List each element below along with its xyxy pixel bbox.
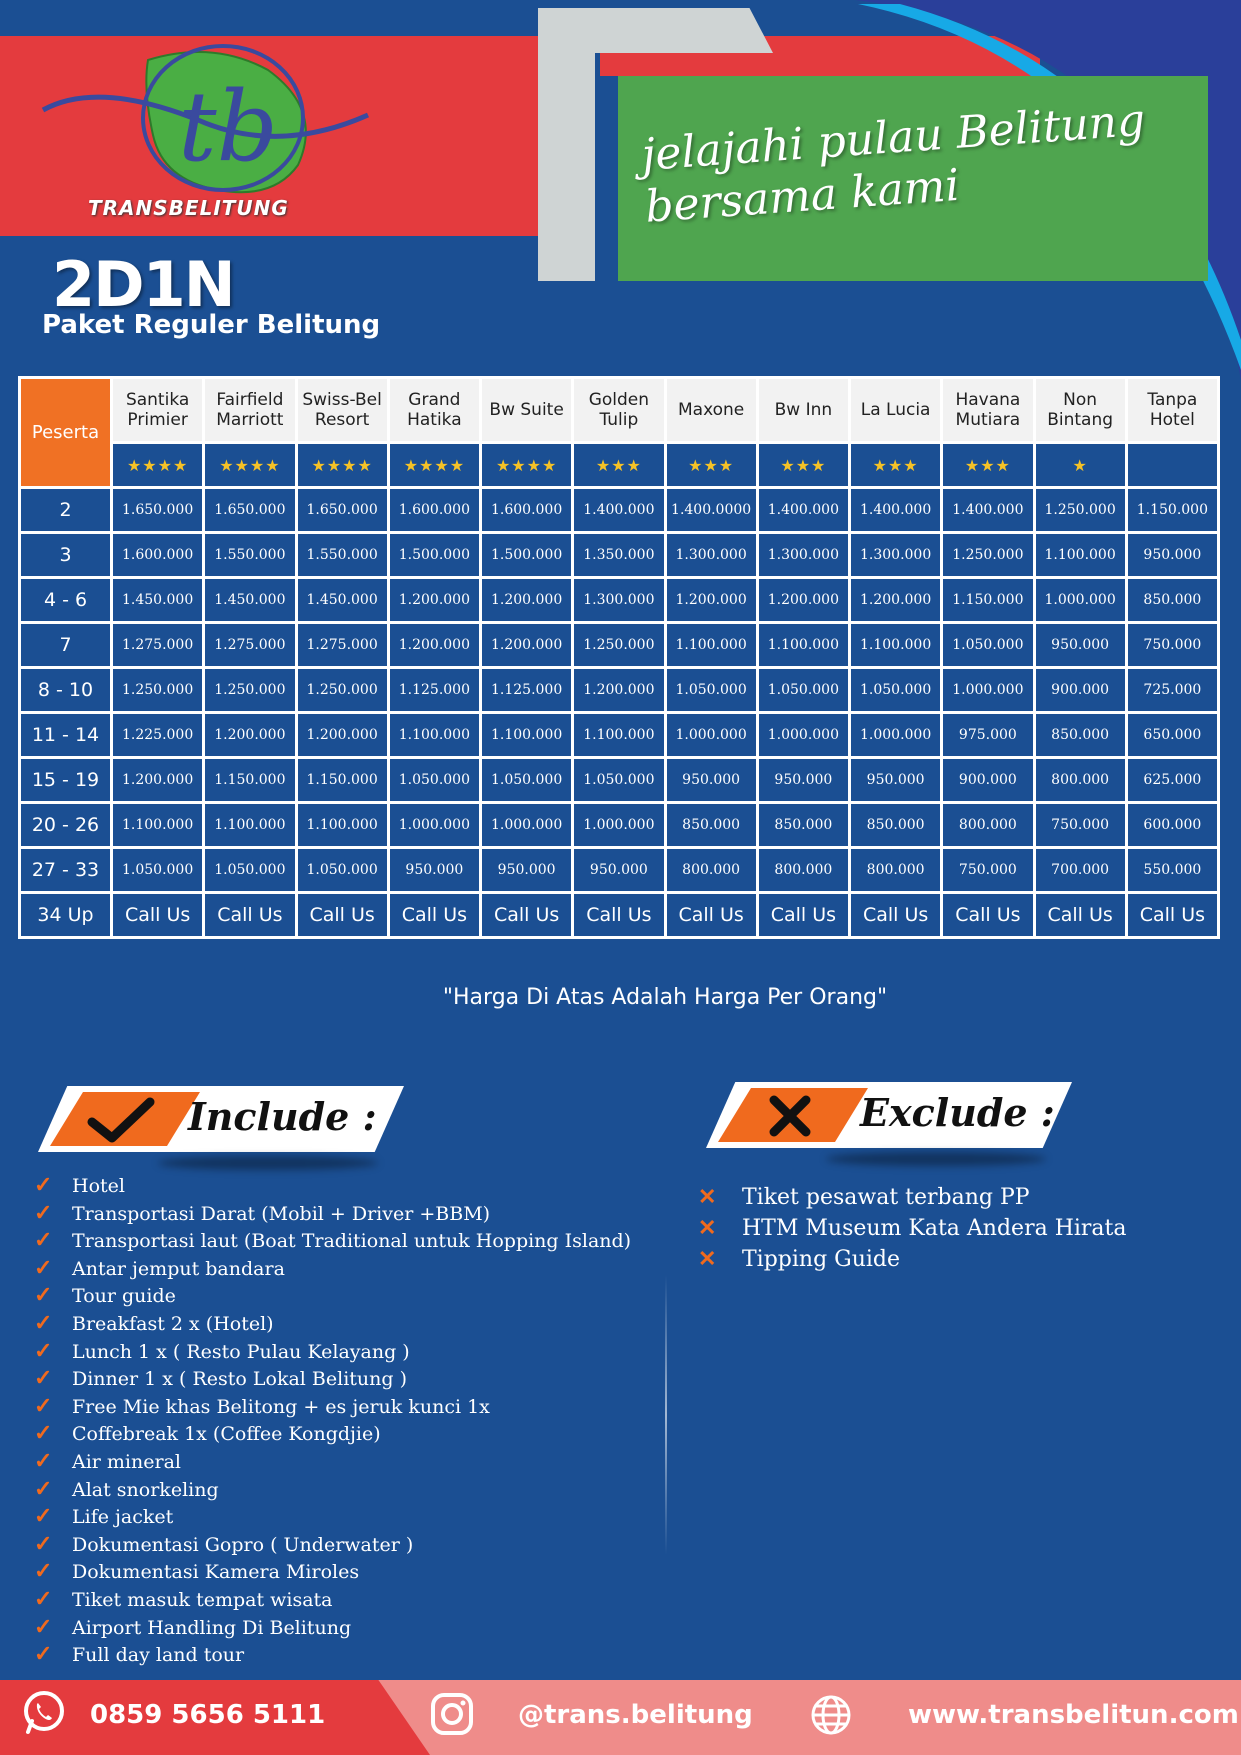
price-cell: 1.500.000: [481, 533, 573, 578]
price-cell: 650.000: [1126, 713, 1218, 758]
call-us-cell: Call Us: [850, 893, 942, 938]
include-item: [34, 1310, 631, 1338]
price-cell: 1.150.000: [296, 758, 388, 803]
price-cell: 1.050.000: [481, 758, 573, 803]
price-cell: 1.050.000: [665, 668, 757, 713]
x-icon: ✕: [698, 1246, 717, 1272]
include-banner: [38, 1086, 404, 1152]
price-cell: 1.600.000: [112, 533, 204, 578]
slogan-line-1: jelajahi pulau Belitung: [640, 94, 1147, 181]
price-cell: 600.000: [1126, 803, 1218, 848]
price-cell: 975.000: [942, 713, 1034, 758]
call-us-cell: Call Us: [481, 893, 573, 938]
check-icon: ✓: [34, 1420, 53, 1447]
exclude-item: [698, 1244, 1127, 1275]
check-icon: ✓: [34, 1199, 53, 1226]
include-item-label: Antar jemput bandara: [72, 1257, 285, 1280]
hotel-star-rating: ★★★★: [112, 443, 204, 488]
hotel-header: Bw Inn: [757, 378, 849, 443]
price-cell: 1.250.000: [1034, 488, 1126, 533]
include-item-label: Free Mie khas Belitong + es jeruk kunci 1x: [72, 1395, 490, 1418]
check-icon: ✓: [34, 1254, 53, 1281]
check-icon: ✓: [34, 1530, 53, 1557]
hotel-star-rating: ★★★★: [296, 443, 388, 488]
price-cell: 950.000: [1126, 533, 1218, 578]
exclude-title: Exclude :: [860, 1090, 1055, 1135]
price-cell: 900.000: [1034, 668, 1126, 713]
logo-monogram: tb: [178, 71, 279, 183]
include-item-label: Life jacket: [72, 1506, 174, 1529]
price-cell: 1.050.000: [204, 848, 296, 893]
instagram-icon: [430, 1692, 474, 1736]
globe-icon: [810, 1694, 852, 1736]
hotel-header: La Lucia: [850, 378, 942, 443]
package-code: 2D1N: [52, 248, 234, 321]
price-cell: 950.000: [1034, 623, 1126, 668]
price-cell: 1.400.000: [850, 488, 942, 533]
whatsapp-icon: [20, 1688, 68, 1736]
include-item: [34, 1200, 631, 1228]
hotel-header: Santika Primier: [112, 378, 204, 443]
price-cell: 950.000: [573, 848, 665, 893]
hotel-star-rating: ★★★: [757, 443, 849, 488]
price-cell: 1.050.000: [388, 758, 480, 803]
price-cell: 1.050.000: [757, 668, 849, 713]
star-rating-row: [20, 443, 1219, 488]
phone-number[interactable]: 0859 5656 5111: [90, 1700, 326, 1730]
hotel-star-rating: [1126, 443, 1218, 488]
price-cell: 1.100.000: [573, 713, 665, 758]
check-icon: ✓: [34, 1172, 53, 1198]
price-cell: 900.000: [942, 758, 1034, 803]
exclude-item: [698, 1213, 1127, 1244]
price-cell: 800.000: [942, 803, 1034, 848]
brand-logo: [38, 40, 378, 200]
price-cell: 1.050.000: [296, 848, 388, 893]
include-title: Include :: [188, 1094, 377, 1139]
check-icon: [86, 1096, 156, 1144]
price-cell: 1.200.000: [296, 713, 388, 758]
hotel-header-row: [20, 378, 1219, 443]
price-cell: 950.000: [388, 848, 480, 893]
x-icon: [766, 1092, 814, 1140]
price-row: [20, 578, 1219, 623]
hotel-header: Bw Suite: [481, 378, 573, 443]
check-icon: ✓: [34, 1558, 53, 1585]
price-cell: 800.000: [850, 848, 942, 893]
include-item-label: Airport Handling Di Belitung: [72, 1616, 352, 1639]
price-row: [20, 488, 1219, 533]
include-item: [34, 1503, 631, 1531]
include-item-label: Breakfast 2 x (Hotel): [72, 1312, 274, 1335]
hotel-star-rating: ★★★★: [388, 443, 480, 488]
price-cell: 1.400.000: [757, 488, 849, 533]
pax-count: 3: [20, 533, 112, 578]
price-cell: 800.000: [757, 848, 849, 893]
price-cell: 1.200.000: [665, 578, 757, 623]
price-cell: 1.250.000: [204, 668, 296, 713]
check-icon: ✓: [34, 1613, 53, 1640]
include-item: [34, 1558, 631, 1586]
price-cell: 1.650.000: [296, 488, 388, 533]
include-item: [34, 1172, 631, 1200]
include-item: [34, 1420, 631, 1448]
price-row: [20, 893, 1219, 938]
include-item-label: Air mineral: [72, 1450, 181, 1473]
include-item-label: Dokumentasi Gopro ( Underwater ): [72, 1533, 414, 1556]
peserta-header: Peserta: [20, 378, 112, 488]
hotel-header: Havana Mutiara: [942, 378, 1034, 443]
price-cell: 850.000: [665, 803, 757, 848]
exclude-item-label: Tiket pesawat terbang PP: [742, 1185, 1030, 1210]
price-cell: 1.650.000: [204, 488, 296, 533]
price-cell: 1.400.000: [573, 488, 665, 533]
price-cell: 1.275.000: [112, 623, 204, 668]
check-icon: ✓: [34, 1641, 53, 1668]
website-url[interactable]: www.transbelitun.com: [908, 1700, 1239, 1730]
include-item: [34, 1282, 631, 1310]
price-cell: 1.550.000: [296, 533, 388, 578]
call-us-cell: Call Us: [942, 893, 1034, 938]
price-cell: 1.200.000: [388, 578, 480, 623]
price-cell: 1.050.000: [112, 848, 204, 893]
call-us-cell: Call Us: [757, 893, 849, 938]
pax-count: 11 - 14: [20, 713, 112, 758]
price-cell: 950.000: [481, 848, 573, 893]
include-item-label: Dokumentasi Kamera Miroles: [72, 1561, 360, 1584]
include-item: [34, 1641, 631, 1669]
hotel-header: Tanpa Hotel: [1126, 378, 1218, 443]
exclude-banner: [706, 1082, 1072, 1148]
price-cell: 1.400.000: [942, 488, 1034, 533]
price-cell: 1.400.0000: [665, 488, 757, 533]
price-cell: 950.000: [850, 758, 942, 803]
price-note: "Harga Di Atas Adalah Harga Per Orang": [442, 985, 888, 1010]
price-cell: 750.000: [1126, 623, 1218, 668]
price-cell: 1.500.000: [388, 533, 480, 578]
price-cell: 1.150.000: [204, 758, 296, 803]
price-cell: 1.200.000: [388, 623, 480, 668]
price-cell: 725.000: [1126, 668, 1218, 713]
include-list: [34, 1172, 631, 1669]
exclude-item-label: Tipping Guide: [742, 1247, 901, 1272]
price-cell: 850.000: [1126, 578, 1218, 623]
check-icon: ✓: [34, 1309, 53, 1336]
include-item: [34, 1338, 631, 1366]
price-cell: 1.200.000: [204, 713, 296, 758]
price-cell: 1.000.000: [665, 713, 757, 758]
price-cell: 1.000.000: [942, 668, 1034, 713]
hotel-header: Golden Tulip: [573, 378, 665, 443]
price-row: [20, 713, 1219, 758]
hotel-star-rating: ★★★: [573, 443, 665, 488]
price-row: [20, 803, 1219, 848]
hotel-star-rating: ★★★: [850, 443, 942, 488]
hotel-star-rating: ★: [1034, 443, 1126, 488]
price-cell: 1.100.000: [665, 623, 757, 668]
call-us-cell: Call Us: [204, 893, 296, 938]
price-cell: 1.225.000: [112, 713, 204, 758]
price-cell: 1.250.000: [296, 668, 388, 713]
price-cell: 1.000.000: [757, 713, 849, 758]
include-item: [34, 1476, 631, 1504]
hotel-header: Non Bintang: [1034, 378, 1126, 443]
price-row: [20, 758, 1219, 803]
include-item-label: Lunch 1 x ( Resto Pulau Kelayang ): [72, 1340, 410, 1363]
price-cell: 1.100.000: [296, 803, 388, 848]
price-cell: 1.200.000: [481, 623, 573, 668]
price-cell: 1.450.000: [112, 578, 204, 623]
price-cell: 1.200.000: [757, 578, 849, 623]
hotel-star-rating: ★★★: [665, 443, 757, 488]
price-cell: 1.050.000: [942, 623, 1034, 668]
hotel-header: Grand Hatika: [388, 378, 480, 443]
price-cell: 1.550.000: [204, 533, 296, 578]
call-us-cell: Call Us: [1034, 893, 1126, 938]
include-item: [34, 1393, 631, 1421]
price-cell: 1.250.000: [573, 623, 665, 668]
price-cell: 850.000: [757, 803, 849, 848]
include-item: [34, 1586, 631, 1614]
price-cell: 1.600.000: [481, 488, 573, 533]
price-cell: 1.250.000: [112, 668, 204, 713]
price-row: [20, 848, 1219, 893]
include-item-label: Dinner 1 x ( Resto Lokal Belitung ): [72, 1368, 407, 1391]
price-row: [20, 533, 1219, 578]
pax-count: 2: [20, 488, 112, 533]
include-item-label: Alat snorkeling: [72, 1478, 219, 1501]
price-cell: 1.100.000: [850, 623, 942, 668]
check-icon: ✓: [34, 1365, 53, 1392]
hotel-header: Maxone: [665, 378, 757, 443]
check-icon: ✓: [34, 1282, 53, 1309]
include-item-label: Coffebreak 1x (Coffee Kongdjie): [72, 1423, 381, 1446]
price-cell: 1.350.000: [573, 533, 665, 578]
price-cell: 1.200.000: [850, 578, 942, 623]
instagram-handle[interactable]: @trans.belitung: [518, 1700, 753, 1730]
price-cell: 1.300.000: [665, 533, 757, 578]
include-item-label: Hotel: [72, 1175, 125, 1197]
call-us-cell: Call Us: [573, 893, 665, 938]
price-cell: 1.100.000: [204, 803, 296, 848]
check-icon: ✓: [34, 1503, 53, 1530]
slogan-line-2: bersama kami: [643, 159, 962, 233]
price-row: [20, 668, 1219, 713]
include-item: [34, 1614, 631, 1642]
price-cell: 1.600.000: [388, 488, 480, 533]
package-name: Paket Reguler Belitung: [42, 310, 381, 340]
hotel-star-rating: ★★★★: [481, 443, 573, 488]
include-item: [34, 1227, 631, 1255]
check-icon: ✓: [34, 1337, 53, 1364]
price-cell: 1.100.000: [757, 623, 849, 668]
hotel-header: Swiss-Bel Resort: [296, 378, 388, 443]
price-cell: 1.200.000: [573, 668, 665, 713]
include-item-label: Transportasi Darat (Mobil + Driver +BBM): [72, 1202, 491, 1225]
price-cell: 1.125.000: [388, 668, 480, 713]
price-cell: 1.450.000: [296, 578, 388, 623]
include-item-label: Tiket masuk tempat wisata: [72, 1588, 333, 1611]
price-cell: 800.000: [1034, 758, 1126, 803]
pax-count: 20 - 26: [20, 803, 112, 848]
price-cell: 950.000: [665, 758, 757, 803]
price-cell: 850.000: [850, 803, 942, 848]
include-item: [34, 1448, 631, 1476]
include-item-label: Full day land tour: [72, 1644, 245, 1667]
column-divider: [665, 1275, 667, 1555]
hotel-star-rating: ★★★: [942, 443, 1034, 488]
price-cell: 1.100.000: [481, 713, 573, 758]
price-cell: 1.300.000: [850, 533, 942, 578]
price-cell: 950.000: [757, 758, 849, 803]
call-us-cell: Call Us: [296, 893, 388, 938]
call-us-cell: Call Us: [112, 893, 204, 938]
price-table: [18, 376, 1220, 939]
price-row: [20, 623, 1219, 668]
pax-count: 4 - 6: [20, 578, 112, 623]
price-cell: 1.250.000: [942, 533, 1034, 578]
check-icon: ✓: [34, 1475, 53, 1502]
exclude-item: [698, 1182, 1127, 1213]
price-cell: 1.000.000: [388, 803, 480, 848]
pax-count: 15 - 19: [20, 758, 112, 803]
price-cell: 1.125.000: [481, 668, 573, 713]
price-cell: 625.000: [1126, 758, 1218, 803]
include-item: [34, 1255, 631, 1283]
grey-frame-horizontal: [538, 8, 773, 53]
hotel-star-rating: ★★★★: [204, 443, 296, 488]
price-cell: 1.100.000: [112, 803, 204, 848]
price-cell: 550.000: [1126, 848, 1218, 893]
check-icon: ✓: [34, 1585, 53, 1612]
logo-text: TRANSBELITUNG: [88, 196, 289, 220]
exclude-item-label: HTM Museum Kata Andera Hirata: [742, 1216, 1127, 1241]
hotel-header: Fairfield Marriott: [204, 378, 296, 443]
pax-count: 7: [20, 623, 112, 668]
include-item: [34, 1365, 631, 1393]
check-icon: ✓: [34, 1392, 53, 1419]
price-cell: 1.450.000: [204, 578, 296, 623]
price-cell: 700.000: [1034, 848, 1126, 893]
call-us-cell: Call Us: [388, 893, 480, 938]
price-cell: 1.150.000: [942, 578, 1034, 623]
pax-count: 27 - 33: [20, 848, 112, 893]
include-item: [34, 1531, 631, 1559]
price-cell: 1.275.000: [204, 623, 296, 668]
price-cell: 1.000.000: [850, 713, 942, 758]
exclude-list: [698, 1182, 1127, 1275]
pax-count: 34 Up: [20, 893, 112, 938]
price-cell: 1.300.000: [757, 533, 849, 578]
call-us-cell: Call Us: [665, 893, 757, 938]
price-cell: 1.275.000: [296, 623, 388, 668]
check-icon: ✓: [34, 1447, 53, 1474]
price-cell: 1.150.000: [1126, 488, 1218, 533]
price-cell: 1.050.000: [573, 758, 665, 803]
call-us-cell: Call Us: [1126, 893, 1218, 938]
price-cell: 1.050.000: [850, 668, 942, 713]
price-cell: 1.000.000: [1034, 578, 1126, 623]
price-cell: 1.650.000: [112, 488, 204, 533]
price-cell: 850.000: [1034, 713, 1126, 758]
price-cell: 750.000: [942, 848, 1034, 893]
price-cell: 1.100.000: [388, 713, 480, 758]
price-cell: 1.000.000: [481, 803, 573, 848]
price-cell: 1.200.000: [112, 758, 204, 803]
price-cell: 1.100.000: [1034, 533, 1126, 578]
x-icon: ✕: [698, 1215, 717, 1241]
include-item-label: Tour guide: [72, 1285, 176, 1308]
check-icon: ✓: [34, 1227, 53, 1254]
include-item-label: Transportasi laut (Boat Traditional untuk Hopping Island): [72, 1230, 632, 1253]
x-icon: ✕: [698, 1184, 717, 1210]
pax-count: 8 - 10: [20, 668, 112, 713]
price-cell: 800.000: [665, 848, 757, 893]
price-cell: 1.300.000: [573, 578, 665, 623]
price-cell: 1.000.000: [573, 803, 665, 848]
price-cell: 1.200.000: [481, 578, 573, 623]
price-cell: 750.000: [1034, 803, 1126, 848]
